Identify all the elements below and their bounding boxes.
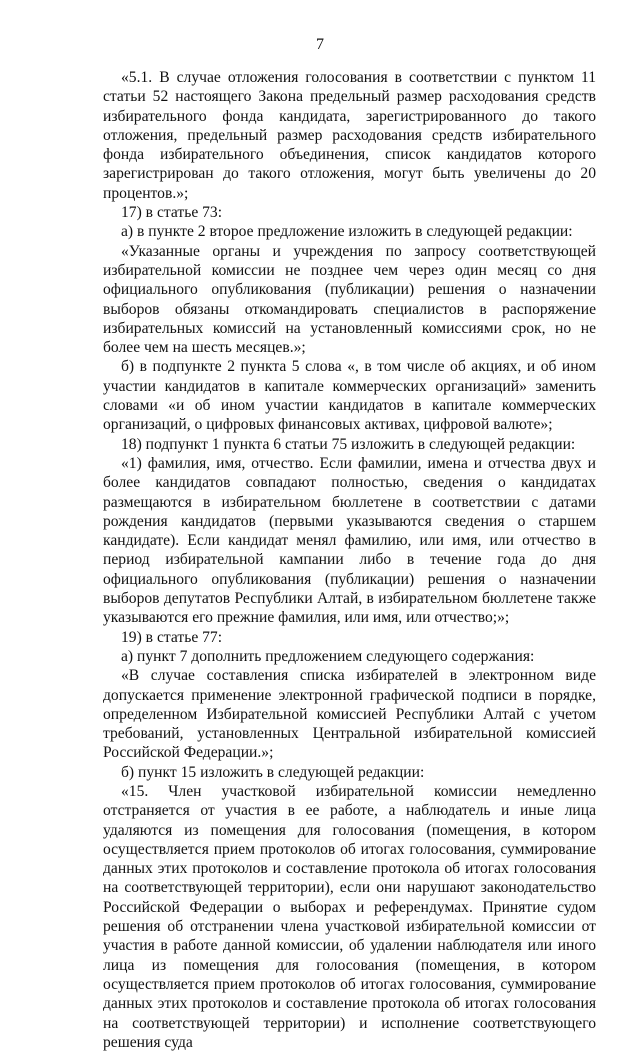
paragraph-item-17: 17) в статье 73: (121, 204, 223, 222)
paragraph-item-19a: а) пункт 7 дополнить предложением следующего содержания: (121, 647, 535, 665)
paragraph-item-19b: б) пункт 15 изложить в следующей редакции: (121, 763, 425, 781)
paragraph-item-17b: б) в подпункте 2 пункта 5 слова «, в том числе об акциях, и об ином участии кандидатов в капитале коммерческих организаций» заменить словами «и об ином участии кандидатов в капитале коммерческих организаций, о цифровых финансовых активах, цифровой валюте»; (103, 358, 596, 434)
paragraph-5-1: «5.1. В случае отложения голосования в соответствии с пунктом 11 статьи 52 настоящего Закона предельный размер расходования средств избирательного фонда кандидата, зарегистрированного до такого отложения, предельный размер расходования средств избирательного фонда избирательного объединения, список кандидатов которого зарегистрирован до такого отложения, могут быть увеличены до 20 процентов.»; (103, 69, 596, 202)
page-number: 7 (316, 36, 324, 53)
paragraph-item-18: 18) подпункт 1 пункта 6 статьи 75 изложить в следующей редакции: (121, 435, 576, 453)
paragraph-item-17a: а) в пункте 2 второе предложение изложить в следующей редакции: (121, 223, 573, 241)
paragraph-item-19: 19) в статье 77: (121, 628, 223, 646)
paragraph-quote-15: «15. Член участковой избирательной комиссии немедленно отстраняется от участия в ее работе, а наблюдатель и иные лица удаляются из помещения для голосования (помещения, в котором осуществляется прием протоколов об итогах голосования, суммирование данных этих протоколов и составление протокола об итогах голосования на соответствующей территории), если они нарушают законодательство Российской Федерации о выборах и референдумах. Принятие судом решения об отстранении члена участковой избирательной комиссии от участия в работе данной комиссии, об удалении наблюдателя или иного лица из помещения для голосования (помещения, в котором осуществляется прием протоколов об итогах голосования, суммирование данных этих протоколов и составление протокола об итогах голосования на соответствующей территории) и исполнение соответствующего решения суда (103, 782, 596, 1051)
document-body (103, 68, 596, 1052)
paragraph-quote-surname: «1) фамилия, имя, отчество. Если фамилии, имена и отчества двух и более кандидатов совпадают полностью, сведения о кандидатах размещаются в избирательном бюллетене в соответствии с датами рождения кандидатов (первыми указываются сведения о старшем кандидате). Если кандидат менял фамилию, или имя, или отчество в период избирательной кампании либо в течение года до дня официального опубликования (публикации) решения о назначении выборов депутатов Республики Алтай, в избирательном бюллетене также указываются его прежние фамилия, или имя, или отчество;»; (103, 454, 596, 627)
paragraph-quote-organs: «Указанные органы и учреждения по запросу соответствующей избирательной комиссии не позднее чем через один месяц со дня официального опубликования (публикации) решения о назначении выборов обязаны откомандировать специалистов в распоряжение избирательных комиссий на установленный комиссиями срок, но не более чем на шесть месяцев.»; (103, 242, 596, 357)
paragraph-quote-voter-list: «В случае составления списка избирателей в электронном виде допускается применение электронной графической подписи в порядке, определенном Избирательной комиссией Республики Алтай с учетом требований, установленных Центральной избирательной комиссией Российской Федерации.»; (103, 667, 596, 762)
